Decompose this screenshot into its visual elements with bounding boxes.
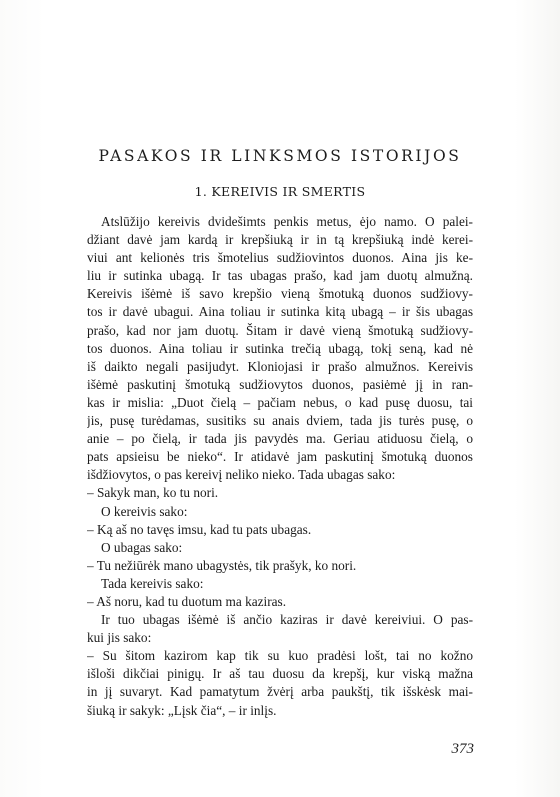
paragraph-line: viui ant kelionės tris šmotelius sudžiovintos duonos. Aina jis ke- (87, 250, 473, 266)
paragraph-line: liu ir sutinka ubagą. Ir tas ubagas prašo, kad jam duotų almužną. (87, 268, 473, 284)
narration-line: Tada kereivis sako: (101, 575, 204, 591)
paragraph-line: kas ir mislia: „Duot čielą – pačiam nebus, o kad pusę duosu, tai (87, 394, 473, 410)
paragraph-line: prašo, kad nor jam duotų. Šitam ir davė vieną šmotuką sudžiovy- (87, 322, 473, 338)
narration-line: O ubagas sako: (101, 539, 183, 555)
paragraph-line: džiant davė jam kardą ir krepšiuką ir in tą krepšiuką indė kerei- (87, 232, 473, 248)
dialogue-line: – Tu nežiūrėk mano ubagystės, tik prašyk, ko nori. (87, 557, 357, 573)
section-title: PASAKOS IR LINKSMOS ISTORIJOS (98, 147, 462, 165)
dialogue-line: šiuką ir sakyk: „Lįsk čia“, – ir inlįs. (87, 702, 277, 718)
narration-line: O kereivis sako: (101, 503, 188, 519)
dialogue-line: – Aš noru, kad tu duotum ma kaziras. (87, 593, 287, 609)
paragraph-line: išėmė paskutinį šmotuką sudžiovytos duonos, pasiėmė jį in ran- (87, 376, 473, 392)
paragraph-line: Atslūžijo kereivis dvidešimts penkis metus, ėjo namo. O palei- (101, 214, 473, 229)
story-body (87, 213, 473, 720)
paragraph-line: Kereivis išėmė iš savo krepšio vieną šmotuką duonos sudžiovy- (87, 286, 473, 302)
paragraph-line: jis, pusę turėdamas, susitiks su anais dviem, tada jis turės pusę, o (87, 413, 473, 429)
paragraph-line: iš daikto negali pasijudyt. Kloniojasi ir prašo almužnos. Kereivis (87, 358, 473, 374)
paragraph-line: anie – po čielą, ir tada jis pavydės ma. Geriau atiduosu čielą, o (87, 431, 473, 447)
paragraph-line: kui jis sako: (87, 630, 152, 646)
story-title: 1. KEREIVIS IR SMERTIS (194, 184, 366, 199)
paragraph-line: tos duonos. Aina toliau ir sutinka trečią ubagą, tokį seną, kad nė (87, 340, 473, 356)
paragraph-line: tos ir davė ubagui. Aina toliau ir sutinka kitą ubagą – ir šis ubagas (87, 304, 473, 320)
dialogue-line: išloši dikčiai pinigų. Ir aš tau duosu da krepšį, kur viską mažna (87, 666, 473, 682)
dialogue-line: in jį suvaryt. Kad pamatytum žvėrį arba paukštį, tik išskėsk mai- (87, 684, 473, 700)
dialogue-line: – Su šitom kazirom kap tik su kuo pradėsi lošt, tai no kožno (87, 648, 473, 664)
dialogue-line: – Ką aš no tavęs imsu, kad tu pats ubagas. (87, 521, 312, 537)
page-number: 373 (451, 741, 474, 757)
paragraph-line: pats apsieisu be nieko“. Ir atidavė jam paskutinį šmotuką duonos (87, 449, 473, 465)
paragraph-line: Ir tuo ubagas išėmė iš ančio kaziras ir davė kereiviui. O pas- (101, 612, 473, 628)
paragraph-line: išdžiovytos, o pas kereivį neliko nieko. Tada ubagas sako: (87, 467, 396, 483)
dialogue-line: – Sakyk man, ko tu nori. (87, 485, 219, 501)
